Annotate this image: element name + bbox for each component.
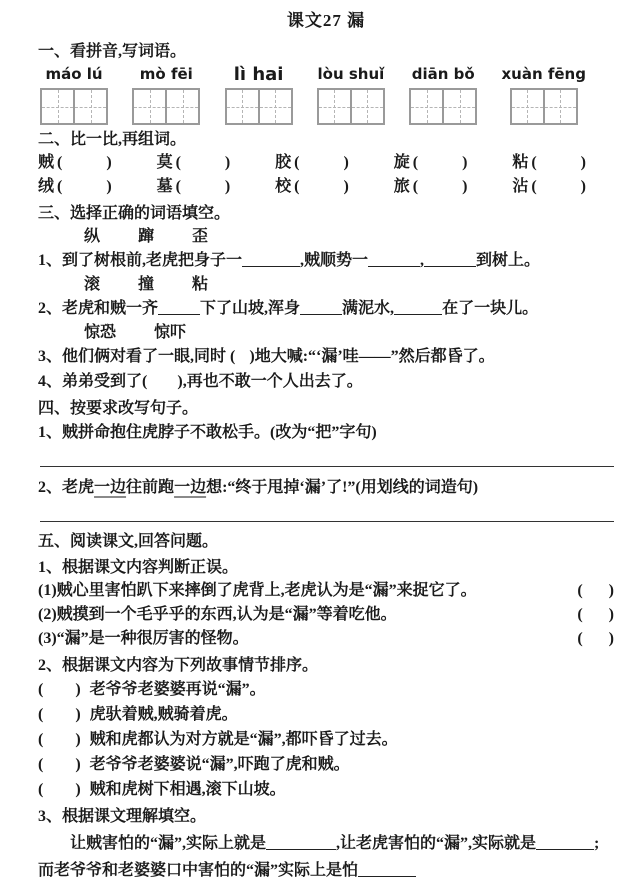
pinyin-label: lì hai bbox=[233, 64, 284, 85]
pair-char: 校 bbox=[275, 178, 292, 195]
pair-char: 绒 bbox=[38, 178, 55, 195]
seq-text: 贼和虎都认为对方就是“漏”,都吓昏了过去。 bbox=[89, 731, 398, 748]
tf-paren bbox=[577, 579, 614, 603]
answer-blank bbox=[158, 301, 200, 315]
seq-paren bbox=[38, 731, 81, 748]
seq-paren bbox=[38, 706, 81, 723]
seq-text: 虎驮着贼,贼骑着虎。 bbox=[89, 706, 238, 723]
word-pair bbox=[394, 175, 468, 199]
question-text: 老虎和贼一齐 bbox=[62, 300, 159, 317]
paren-open: ( bbox=[38, 706, 44, 723]
answer-blank bbox=[242, 253, 300, 267]
answer-blank bbox=[358, 863, 416, 877]
answer-blank bbox=[368, 253, 420, 267]
paren-open: ( bbox=[294, 154, 300, 171]
question-3-4 bbox=[38, 370, 614, 394]
sequence-item bbox=[38, 727, 614, 752]
question-text: ,再也不敢一个人出去了。 bbox=[182, 373, 363, 390]
tianzige-cell bbox=[350, 90, 383, 123]
answer-line bbox=[40, 466, 614, 467]
bank-word: 惊吓 bbox=[154, 324, 187, 341]
page-title: 课文27 漏 bbox=[286, 11, 366, 30]
tf-text: (3)“漏”是一种很厉害的怪物。 bbox=[38, 630, 249, 647]
pinyin-column bbox=[409, 65, 477, 125]
pair-char: 旋 bbox=[393, 154, 410, 171]
word-pair bbox=[512, 175, 586, 199]
word-pair bbox=[157, 151, 231, 175]
question-text: 满泥水, bbox=[342, 300, 395, 317]
paren-open: ( bbox=[412, 154, 419, 171]
paragraph-text: ,让老虎害怕的“漏”,实际就是 bbox=[336, 835, 537, 852]
compare-row-2 bbox=[38, 175, 614, 199]
section5-part1-heading: 1、根据课文内容判断正误。 bbox=[38, 559, 239, 576]
paren-open: ( bbox=[412, 178, 419, 195]
pair-char: 墓 bbox=[156, 178, 173, 195]
tianzige-cell bbox=[258, 90, 291, 123]
paren-close: ) bbox=[462, 178, 468, 195]
worksheet-page bbox=[38, 10, 614, 884]
question-number: 2、 bbox=[38, 300, 63, 317]
question-text: 贼拼命抱住虎脖子不敢松手。(改为“把”字句) bbox=[62, 424, 377, 441]
paren-close: ) bbox=[75, 756, 81, 773]
paren-close: ) bbox=[580, 154, 586, 171]
word-bank-3 bbox=[84, 322, 614, 344]
question-text: ,贼顺势一 bbox=[300, 252, 369, 269]
paren-open: ( bbox=[230, 348, 236, 365]
question-number: 4、 bbox=[38, 373, 63, 390]
tf-text: (1)贼心里害怕趴下来摔倒了虎背上,老虎认为是“漏”来捉它了。 bbox=[38, 582, 477, 599]
tianzige-grid bbox=[317, 88, 385, 125]
question-number: (1) bbox=[38, 582, 57, 599]
pinyin-column bbox=[317, 65, 385, 125]
bank-word: 粘 bbox=[192, 276, 209, 293]
question-text: 老虎 bbox=[62, 479, 95, 496]
bank-word: 蹿 bbox=[138, 228, 155, 245]
question-text: 往前跑 bbox=[126, 479, 175, 496]
pair-char: 贼 bbox=[38, 154, 55, 171]
seq-paren bbox=[38, 756, 81, 773]
pair-char: 粘 bbox=[512, 154, 529, 171]
paren-close: ) bbox=[249, 348, 255, 365]
tianzige-cell bbox=[227, 90, 258, 123]
paren-close: ) bbox=[177, 373, 183, 390]
paragraph-text: 让贼害怕的“漏”,实际上就是 bbox=[70, 835, 267, 852]
tianzige-cell bbox=[319, 90, 350, 123]
paren-close: ) bbox=[343, 178, 349, 195]
word-bank-1 bbox=[84, 226, 614, 248]
question-number: 1、 bbox=[38, 252, 63, 269]
paren-close: ) bbox=[608, 582, 614, 599]
question-text: , bbox=[420, 252, 425, 269]
tianzige-cell bbox=[442, 90, 475, 123]
bank-word: 撞 bbox=[138, 276, 155, 293]
paren-open: ( bbox=[175, 178, 181, 195]
section2-heading: 二、比一比,再组词。 bbox=[38, 131, 187, 148]
paren-open: ( bbox=[38, 756, 44, 773]
question-number: 3、 bbox=[38, 348, 63, 365]
pinyin-column bbox=[132, 65, 200, 125]
paren-close: ) bbox=[608, 606, 614, 623]
pinyin-label: máo lú bbox=[45, 65, 103, 83]
tf-paren bbox=[577, 603, 614, 627]
word-pair bbox=[275, 151, 349, 175]
paren-open: ( bbox=[38, 781, 44, 798]
paragraph-text: ;而老爷爷和老婆婆口中害怕的“漏”实际上是怕 bbox=[38, 835, 600, 879]
paren-open: ( bbox=[142, 373, 148, 390]
paren-open: ( bbox=[57, 154, 63, 171]
paren-close: ) bbox=[224, 178, 231, 195]
word-pair bbox=[512, 151, 586, 175]
tf-paren bbox=[577, 627, 614, 651]
paren-open: ( bbox=[294, 178, 300, 195]
seq-paren bbox=[38, 781, 81, 798]
pinyin-column bbox=[501, 65, 586, 125]
word-pair bbox=[275, 175, 349, 199]
answer-blank bbox=[266, 836, 336, 850]
fill-in-paragraph bbox=[38, 830, 614, 884]
paren-close: ) bbox=[75, 731, 81, 748]
word-pair bbox=[38, 151, 112, 175]
question-text: 下了山坡,浑身 bbox=[200, 300, 301, 317]
paren-close: ) bbox=[106, 154, 112, 171]
paren-open: ( bbox=[577, 582, 583, 599]
paren-close: ) bbox=[75, 706, 81, 723]
bank-word: 惊恐 bbox=[84, 324, 117, 341]
tianzige-grid bbox=[409, 88, 477, 125]
pinyin-label: mò fēi bbox=[139, 65, 193, 83]
tianzige-grid bbox=[132, 88, 200, 125]
paren-open: ( bbox=[531, 154, 537, 171]
true-false-item bbox=[38, 603, 614, 627]
pair-char: 胶 bbox=[275, 154, 292, 171]
tianzige-cell bbox=[165, 90, 198, 123]
paren-open: ( bbox=[577, 630, 583, 647]
paren-close: ) bbox=[106, 178, 112, 195]
section5-part2-heading: 2、根据课文内容为下列故事情节排序。 bbox=[38, 657, 319, 674]
tianzige-cell bbox=[73, 90, 106, 123]
pair-char: 旅 bbox=[393, 178, 410, 195]
paren-close: ) bbox=[224, 154, 231, 171]
tianzige-cell bbox=[543, 90, 576, 123]
question-number: 2、 bbox=[38, 479, 63, 496]
question-text: 到了树根前,老虎把身子一 bbox=[62, 252, 243, 269]
paren-open: ( bbox=[38, 731, 44, 748]
question-number: (3) bbox=[38, 630, 57, 647]
word-pair bbox=[157, 175, 231, 199]
paren-close: ) bbox=[343, 154, 349, 171]
tianzige-cell bbox=[134, 90, 165, 123]
pinyin-column bbox=[225, 65, 293, 125]
sequence-item bbox=[38, 677, 614, 702]
tf-text: (2)贼摸到一个毛乎乎的东西,认为是“漏”等着吃他。 bbox=[38, 606, 397, 623]
word-pair bbox=[394, 151, 468, 175]
question-3-3 bbox=[38, 345, 614, 369]
underlined-word: 一边 bbox=[94, 479, 127, 496]
question-number: (2) bbox=[38, 606, 57, 623]
pair-char: 沾 bbox=[512, 178, 529, 195]
section1-heading: 一、看拼音,写词语。 bbox=[38, 43, 187, 60]
tianzige-grid bbox=[40, 88, 108, 125]
word-pair bbox=[38, 175, 112, 199]
pinyin-label: diān bǒ bbox=[411, 65, 475, 83]
paren-open: ( bbox=[175, 154, 181, 171]
question-text: 想:“终于甩掉‘漏’了!”(用划线的词造句) bbox=[206, 479, 479, 496]
sequence-item bbox=[38, 752, 614, 777]
question-text: 地大喊:“‘漏’哇——”然后都昏了。 bbox=[254, 348, 495, 365]
sequence-item bbox=[38, 777, 614, 802]
answer-blank bbox=[300, 301, 342, 315]
question-3-1 bbox=[38, 249, 614, 273]
bank-word: 纵 bbox=[84, 228, 101, 245]
bank-word: 滚 bbox=[84, 276, 101, 293]
tianzige-cell bbox=[42, 90, 73, 123]
sequence-item bbox=[38, 702, 614, 727]
section5-part3-heading: 3、根据课文理解填空。 bbox=[38, 808, 207, 825]
answer-blank bbox=[394, 301, 442, 315]
answer-line bbox=[40, 521, 614, 522]
true-false-item bbox=[38, 627, 614, 651]
pinyin-label: lòu shuǐ bbox=[317, 65, 385, 83]
answer-blank bbox=[536, 836, 594, 850]
question-text: 弟弟受到了 bbox=[62, 373, 143, 390]
paren-open: ( bbox=[531, 178, 537, 195]
compare-row-1 bbox=[38, 151, 614, 175]
pinyin-row bbox=[38, 63, 614, 125]
pinyin-column bbox=[40, 65, 108, 125]
question-4-2 bbox=[38, 476, 614, 500]
paren-close: ) bbox=[462, 154, 468, 171]
pair-char: 莫 bbox=[156, 154, 173, 171]
seq-text: 老爷爷老婆婆再说“漏”。 bbox=[89, 681, 266, 698]
section3-heading: 三、选择正确的词语填空。 bbox=[38, 205, 231, 222]
tianzige-cell bbox=[411, 90, 442, 123]
word-bank-2 bbox=[84, 274, 614, 296]
question-3-2 bbox=[38, 297, 614, 321]
seq-text: 贼和虎树下相遇,滚下山坡。 bbox=[89, 781, 286, 798]
paren-open: ( bbox=[38, 681, 44, 698]
question-text: 到树上。 bbox=[476, 252, 541, 269]
seq-paren bbox=[38, 681, 81, 698]
paren-close: ) bbox=[75, 781, 81, 798]
section5-heading: 五、阅读课文,回答问题。 bbox=[38, 533, 219, 550]
section4-heading: 四、按要求改写句子。 bbox=[38, 400, 199, 417]
answer-blank bbox=[424, 253, 476, 267]
question-text: 他们俩对看了一眼,同时 bbox=[62, 348, 231, 365]
tianzige-grid bbox=[510, 88, 578, 125]
paren-open: ( bbox=[57, 178, 63, 195]
paren-close: ) bbox=[580, 178, 586, 195]
paren-close: ) bbox=[608, 630, 614, 647]
seq-text: 老爷爷老婆婆说“漏”,吓跑了虎和贼。 bbox=[89, 756, 350, 773]
underlined-word: 一边 bbox=[174, 479, 207, 496]
tianzige-grid bbox=[225, 88, 293, 125]
true-false-item bbox=[38, 579, 614, 603]
paren-open: ( bbox=[577, 606, 583, 623]
question-number: 1、 bbox=[38, 424, 63, 441]
question-text: 在了一块儿。 bbox=[442, 300, 539, 317]
question-4-1 bbox=[38, 421, 614, 445]
tianzige-cell bbox=[512, 90, 543, 123]
paren-close: ) bbox=[75, 681, 81, 698]
pinyin-label: xuàn fēng bbox=[501, 65, 586, 83]
bank-word: 歪 bbox=[192, 228, 209, 245]
